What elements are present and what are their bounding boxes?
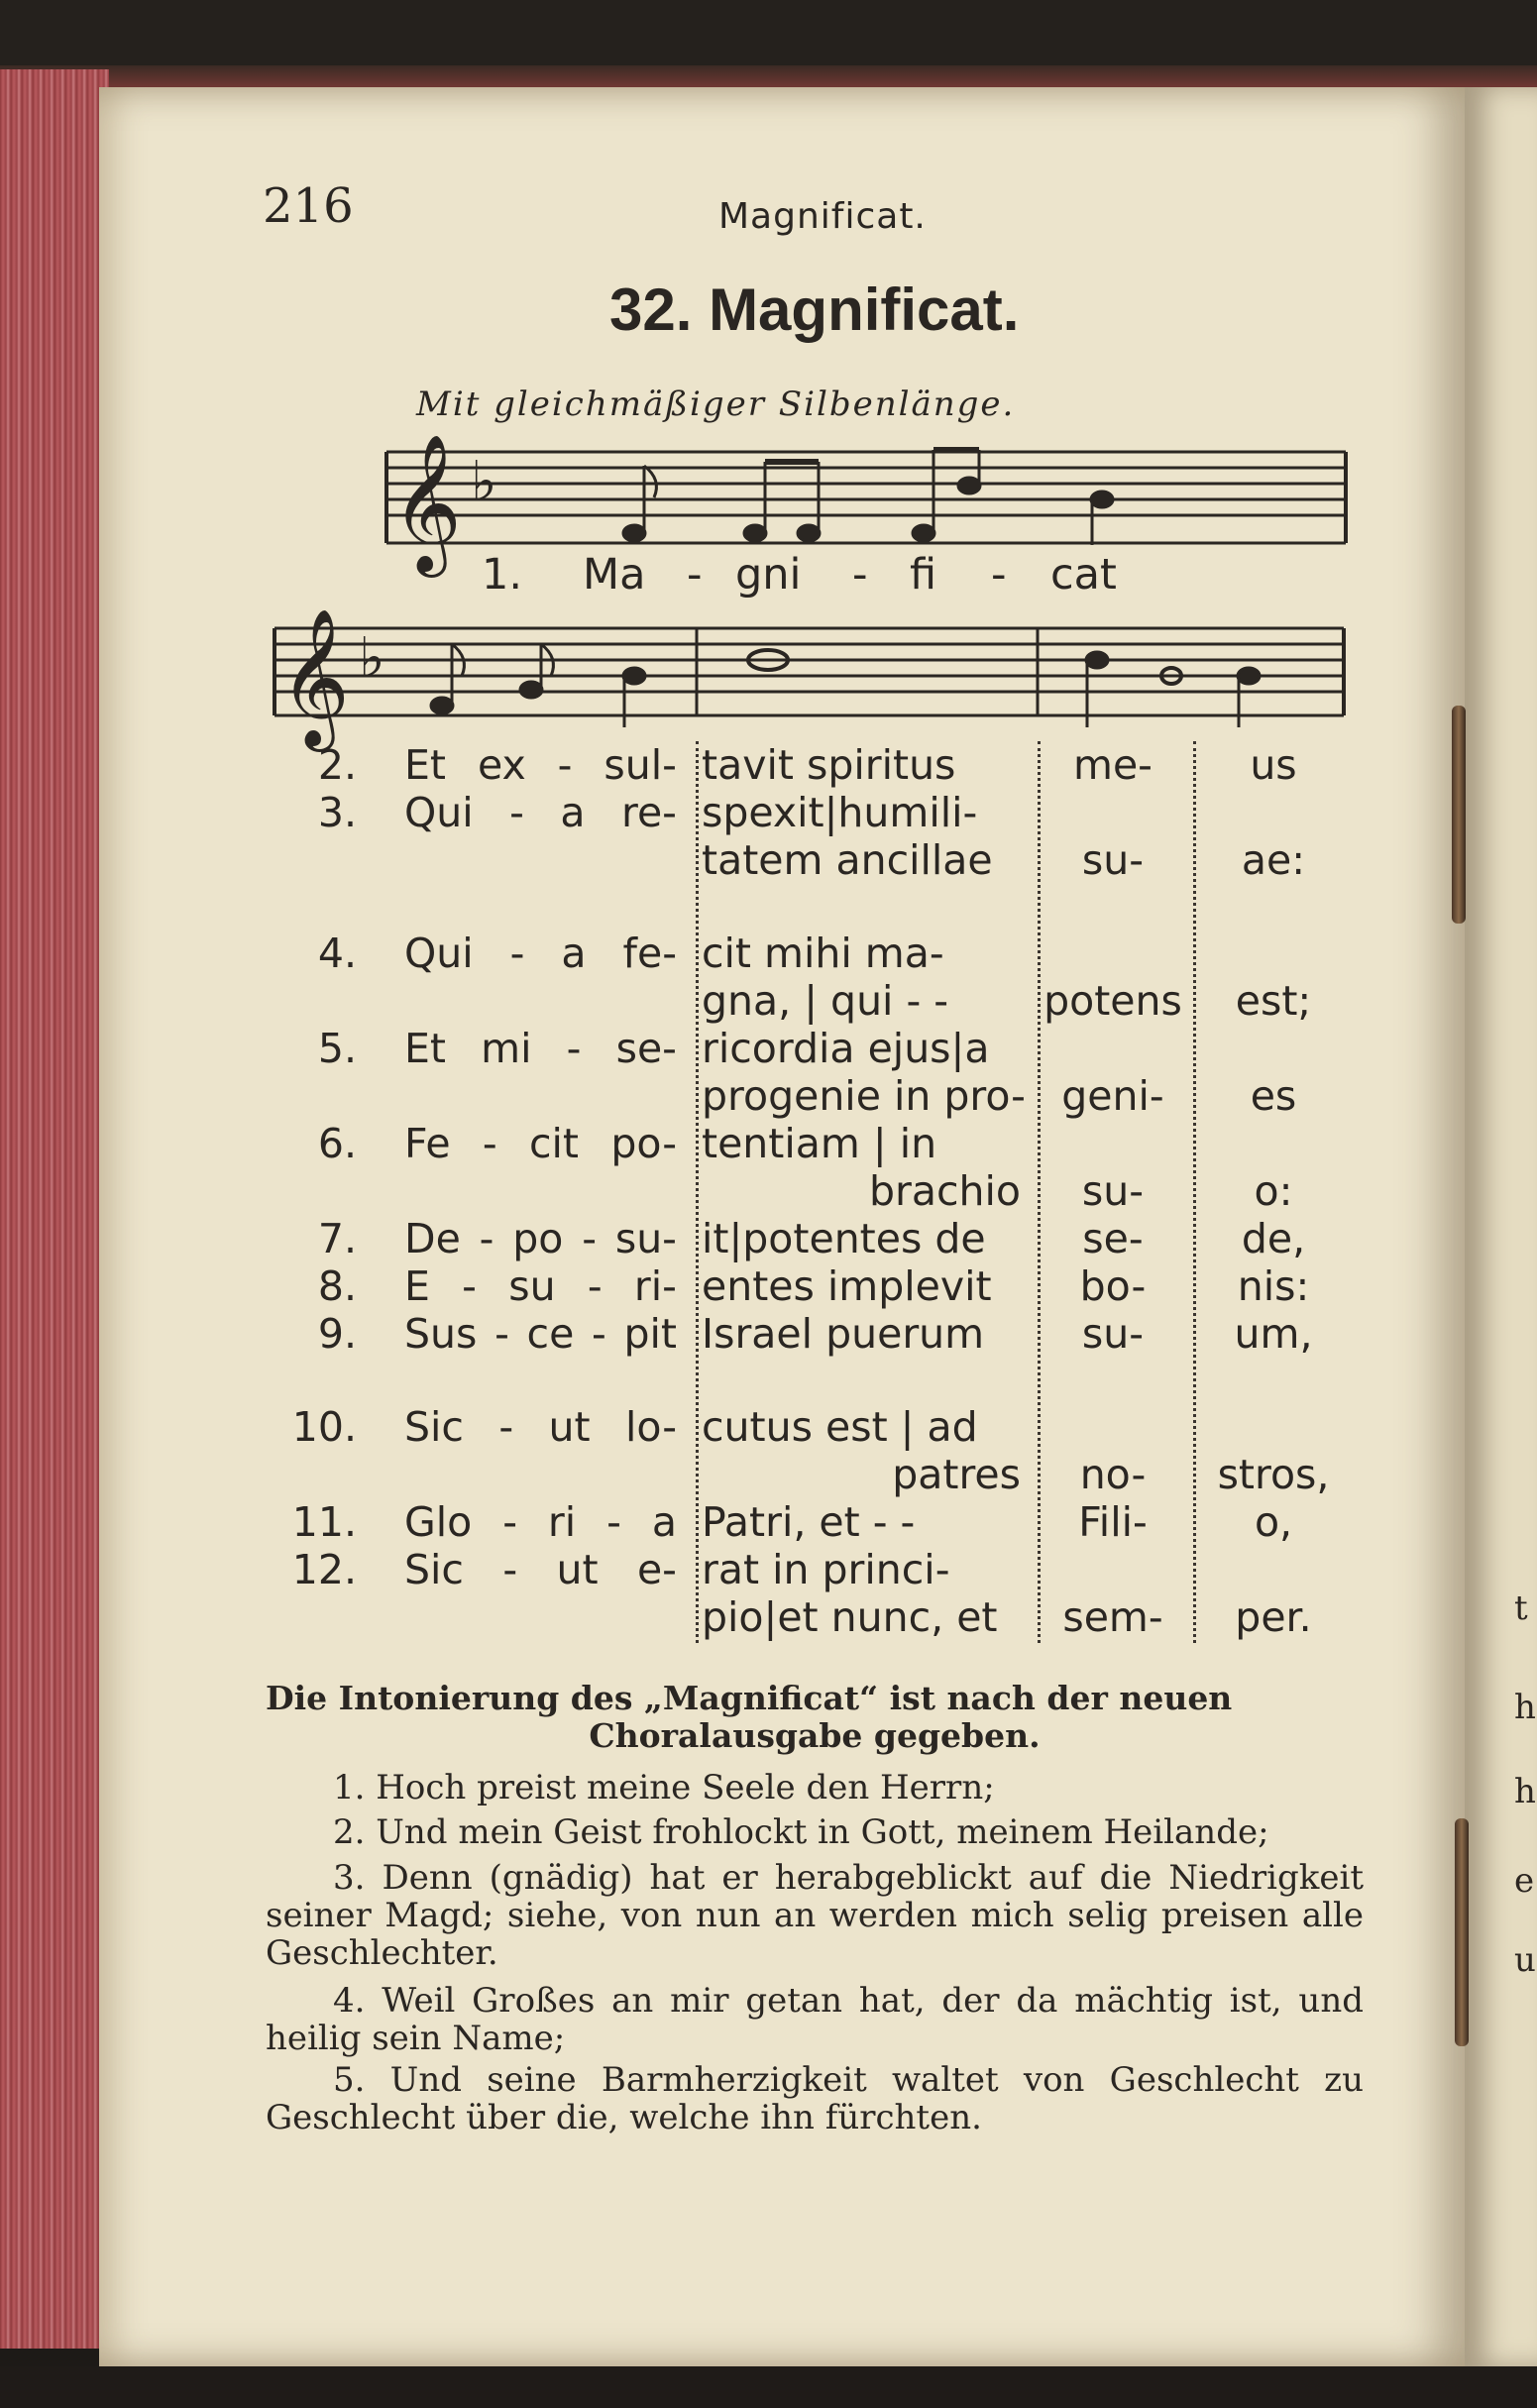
- verse-cadence-syllable: su-: [1081, 836, 1145, 884]
- verse-cadence-syllable: geni-: [1061, 1072, 1164, 1120]
- verse-number: 10.: [291, 1403, 357, 1451]
- verse-recitation: cit mihi ma-: [702, 930, 944, 977]
- verse-incipit: [404, 1262, 677, 1310]
- verse-syllable: Et: [404, 741, 446, 789]
- verse-recitation: pio|et nunc, et: [702, 1593, 998, 1641]
- verse-recitation: rat in princi-: [702, 1546, 950, 1593]
- verse-syllable: Qui: [404, 789, 474, 836]
- lyric-hyphen: -: [991, 550, 1007, 600]
- verse-syllable: fe-: [622, 930, 677, 977]
- verse-final-syllable: stros,: [1217, 1451, 1330, 1498]
- verse-syllable: -: [502, 1546, 518, 1593]
- verse-syllable: ce: [526, 1310, 575, 1358]
- verse-syllable: -: [606, 1498, 621, 1546]
- verse-final-syllable: est;: [1235, 977, 1312, 1025]
- intonation-note-line2: Choralausgabe gegeben.: [589, 1716, 1041, 1755]
- verse-number: 2.: [317, 741, 357, 789]
- verse-syllable: -: [462, 1262, 477, 1310]
- verse-syllable: -: [498, 1403, 514, 1451]
- verse-number: 4.: [317, 930, 357, 977]
- verse-recitation: cutus est | ad: [702, 1403, 978, 1451]
- next-page-fragment: h: [1514, 1772, 1536, 1811]
- verse-syllable: pit: [623, 1310, 677, 1358]
- treble-clef-icon: 𝄞: [279, 608, 350, 746]
- next-page-fragment: e: [1514, 1861, 1535, 1901]
- verse-cadence-syllable: sem-: [1062, 1593, 1163, 1641]
- verse-incipit: [404, 1215, 677, 1262]
- verse-syllable: -: [587, 1262, 603, 1310]
- verse-syllable: ut: [548, 1403, 591, 1451]
- verse-syllable: ri-: [633, 1262, 677, 1310]
- verse-syllable: Et: [404, 1025, 446, 1072]
- verse-syllable: De: [404, 1215, 461, 1262]
- verse-incipit: [404, 1546, 677, 1593]
- verse-recitation: patres: [892, 1451, 1021, 1498]
- verse-number: 3.: [317, 789, 357, 836]
- verse-number: 8.: [317, 1262, 357, 1310]
- verse-recitation: brachio: [868, 1167, 1021, 1215]
- verse-incipit: [404, 789, 677, 836]
- verse-recitation: Patri, et - -: [702, 1498, 916, 1546]
- verse-number: 5.: [317, 1025, 357, 1072]
- verse-cadence-syllable: su-: [1081, 1167, 1145, 1215]
- translation-verse-2: 2. Und mein Geist frohlockt in Gott, meinem Heilande;: [333, 1812, 1269, 1852]
- verse-incipit: [404, 1025, 677, 1072]
- translation-verse-5: 5. Und seine Barmherzigkeit waltet von Geschlecht zu Geschlecht über die, welche ihn fürchten.: [266, 2060, 1364, 2137]
- running-head: Magnificat.: [718, 196, 927, 237]
- lyric-hyphen: -: [852, 550, 868, 600]
- verse-recitation: progenie in pro-: [702, 1072, 1026, 1120]
- verse-syllable: Fe: [404, 1120, 451, 1167]
- verse-incipit: [404, 1120, 677, 1167]
- verse-syllable: -: [502, 1498, 517, 1546]
- verse-cadence-syllable: no-: [1079, 1451, 1147, 1498]
- verse-syllable: po-: [610, 1120, 677, 1167]
- lyric-syllable: Ma: [583, 550, 646, 600]
- verse-cadence-syllable: me-: [1073, 741, 1153, 789]
- verse-syllable: su: [508, 1262, 556, 1310]
- verse-incipit: [404, 741, 677, 789]
- verse-final-syllable: us: [1250, 741, 1297, 789]
- verse-cadence-syllable: Fili-: [1078, 1498, 1148, 1546]
- translation-verse-1: 1. Hoch preist meine Seele den Herrn;: [333, 1768, 995, 1807]
- verse-number: 7.: [317, 1215, 357, 1262]
- column-divider: [1193, 741, 1196, 1643]
- column-divider: [696, 741, 699, 1643]
- verse-syllable: Sus: [404, 1310, 478, 1358]
- verse-final-syllable: o,: [1254, 1498, 1293, 1546]
- verse-recitation: tavit spiritus: [702, 741, 956, 789]
- verse-syllable: Sic: [404, 1546, 464, 1593]
- verse-cadence-syllable: potens: [1043, 977, 1182, 1025]
- verse-incipit: [404, 1403, 677, 1451]
- verse-syllable: Sic: [404, 1403, 464, 1451]
- verse-syllable: -: [479, 1215, 494, 1262]
- lyric-hyphen: -: [687, 550, 703, 600]
- lyric-syllable: cat: [1050, 550, 1117, 600]
- verse-final-syllable: um,: [1234, 1310, 1313, 1358]
- verse-recitation: ricordia ejus|a: [702, 1025, 990, 1072]
- verse-syllable: -: [557, 741, 573, 789]
- verse-syllable: su-: [614, 1215, 677, 1262]
- next-page-fragment: t: [1514, 1588, 1528, 1628]
- verse-syllable: cit: [529, 1120, 580, 1167]
- treble-clef-icon: 𝄞: [391, 434, 462, 572]
- verse-syllable: se-: [615, 1025, 677, 1072]
- verse-incipit: [404, 1498, 677, 1546]
- verse-syllable: ut: [556, 1546, 599, 1593]
- verse-syllable: a: [651, 1498, 677, 1546]
- verse-syllable: po: [512, 1215, 564, 1262]
- verse-final-syllable: nis:: [1237, 1262, 1310, 1310]
- intonation-note-line1: Die Intonierung des „Magnificat“ ist nach der neuen: [266, 1679, 1233, 1717]
- verse-number: 12.: [291, 1546, 357, 1593]
- verse-syllable: ex: [477, 741, 526, 789]
- verse-final-syllable: o:: [1254, 1167, 1293, 1215]
- verse-syllable: mi: [481, 1025, 532, 1072]
- verse-recitation: tentiam | in: [702, 1120, 937, 1167]
- verse-syllable: lo-: [624, 1403, 677, 1451]
- page-title: 32. Magnificat.: [609, 276, 1020, 343]
- verse-syllable: -: [592, 1310, 606, 1358]
- verse-final-syllable: ae:: [1241, 836, 1306, 884]
- verse-final-syllable: de,: [1241, 1215, 1306, 1262]
- verse-incipit: [404, 930, 677, 977]
- verse-cadence-syllable: se-: [1082, 1215, 1144, 1262]
- flat-icon: ♭: [471, 450, 497, 514]
- verse-recitation: entes implevit: [702, 1262, 992, 1310]
- verse-recitation: spexit|humili-: [702, 789, 978, 836]
- next-page-fragment: u: [1514, 1940, 1536, 1980]
- verse-recitation: tatem ancillae: [702, 836, 993, 884]
- verse-syllable: -: [509, 789, 524, 836]
- next-page-fragment: h: [1514, 1688, 1536, 1727]
- verse-syllable: a: [561, 930, 587, 977]
- verse-recitation: gna, | qui - -: [702, 977, 949, 1025]
- tempo-marking: Mit gleichmäßiger Silbenlänge.: [416, 384, 1016, 424]
- verse-syllable: -: [509, 930, 525, 977]
- verse-syllable: -: [482, 1120, 497, 1167]
- verse-syllable: a: [560, 789, 586, 836]
- verse-number: 11.: [291, 1498, 357, 1546]
- verse-syllable: -: [566, 1025, 582, 1072]
- verse-recitation: Israel puerum: [702, 1310, 985, 1358]
- verse-syllable: Glo: [404, 1498, 473, 1546]
- translation-verse-3: 3. Denn (gnädig) hat er herabgeblickt auf die Niedrigkeit seiner Magd; siehe, von nun an werden mich selig preisen alle Geschlechter.: [266, 1858, 1364, 1973]
- verse-syllable: sul-: [604, 741, 677, 789]
- verse-syllable: e-: [636, 1546, 677, 1593]
- verse-cadence-syllable: bo-: [1079, 1262, 1147, 1310]
- verse-recitation: it|potentes de: [702, 1215, 986, 1262]
- verse-final-syllable: per.: [1235, 1593, 1312, 1641]
- verse-cadence-syllable: su-: [1081, 1310, 1145, 1358]
- intonation-note: [266, 1680, 1364, 1755]
- lyric-syllable: gni: [735, 550, 802, 600]
- translation-verse-4: 4. Weil Großes an mir getan hat, der da mächtig ist, und heilig sein Name;: [266, 1981, 1364, 2058]
- verse-syllable: Qui: [404, 930, 474, 977]
- flat-icon: ♭: [359, 626, 385, 691]
- verse-incipit: [404, 1310, 677, 1358]
- verse-syllable: E: [404, 1262, 430, 1310]
- verse-final-syllable: es: [1250, 1072, 1297, 1120]
- verse-syllable: re-: [620, 789, 677, 836]
- page-number: 216: [263, 178, 354, 234]
- verse-syllable: -: [582, 1215, 597, 1262]
- lyric-number: 1.: [482, 550, 523, 600]
- verse-number: 6.: [317, 1120, 357, 1167]
- lyric-syllable: fi: [910, 550, 937, 600]
- verse-syllable: ri: [547, 1498, 577, 1546]
- verse-number: 9.: [317, 1310, 357, 1358]
- verse-syllable: -: [494, 1310, 509, 1358]
